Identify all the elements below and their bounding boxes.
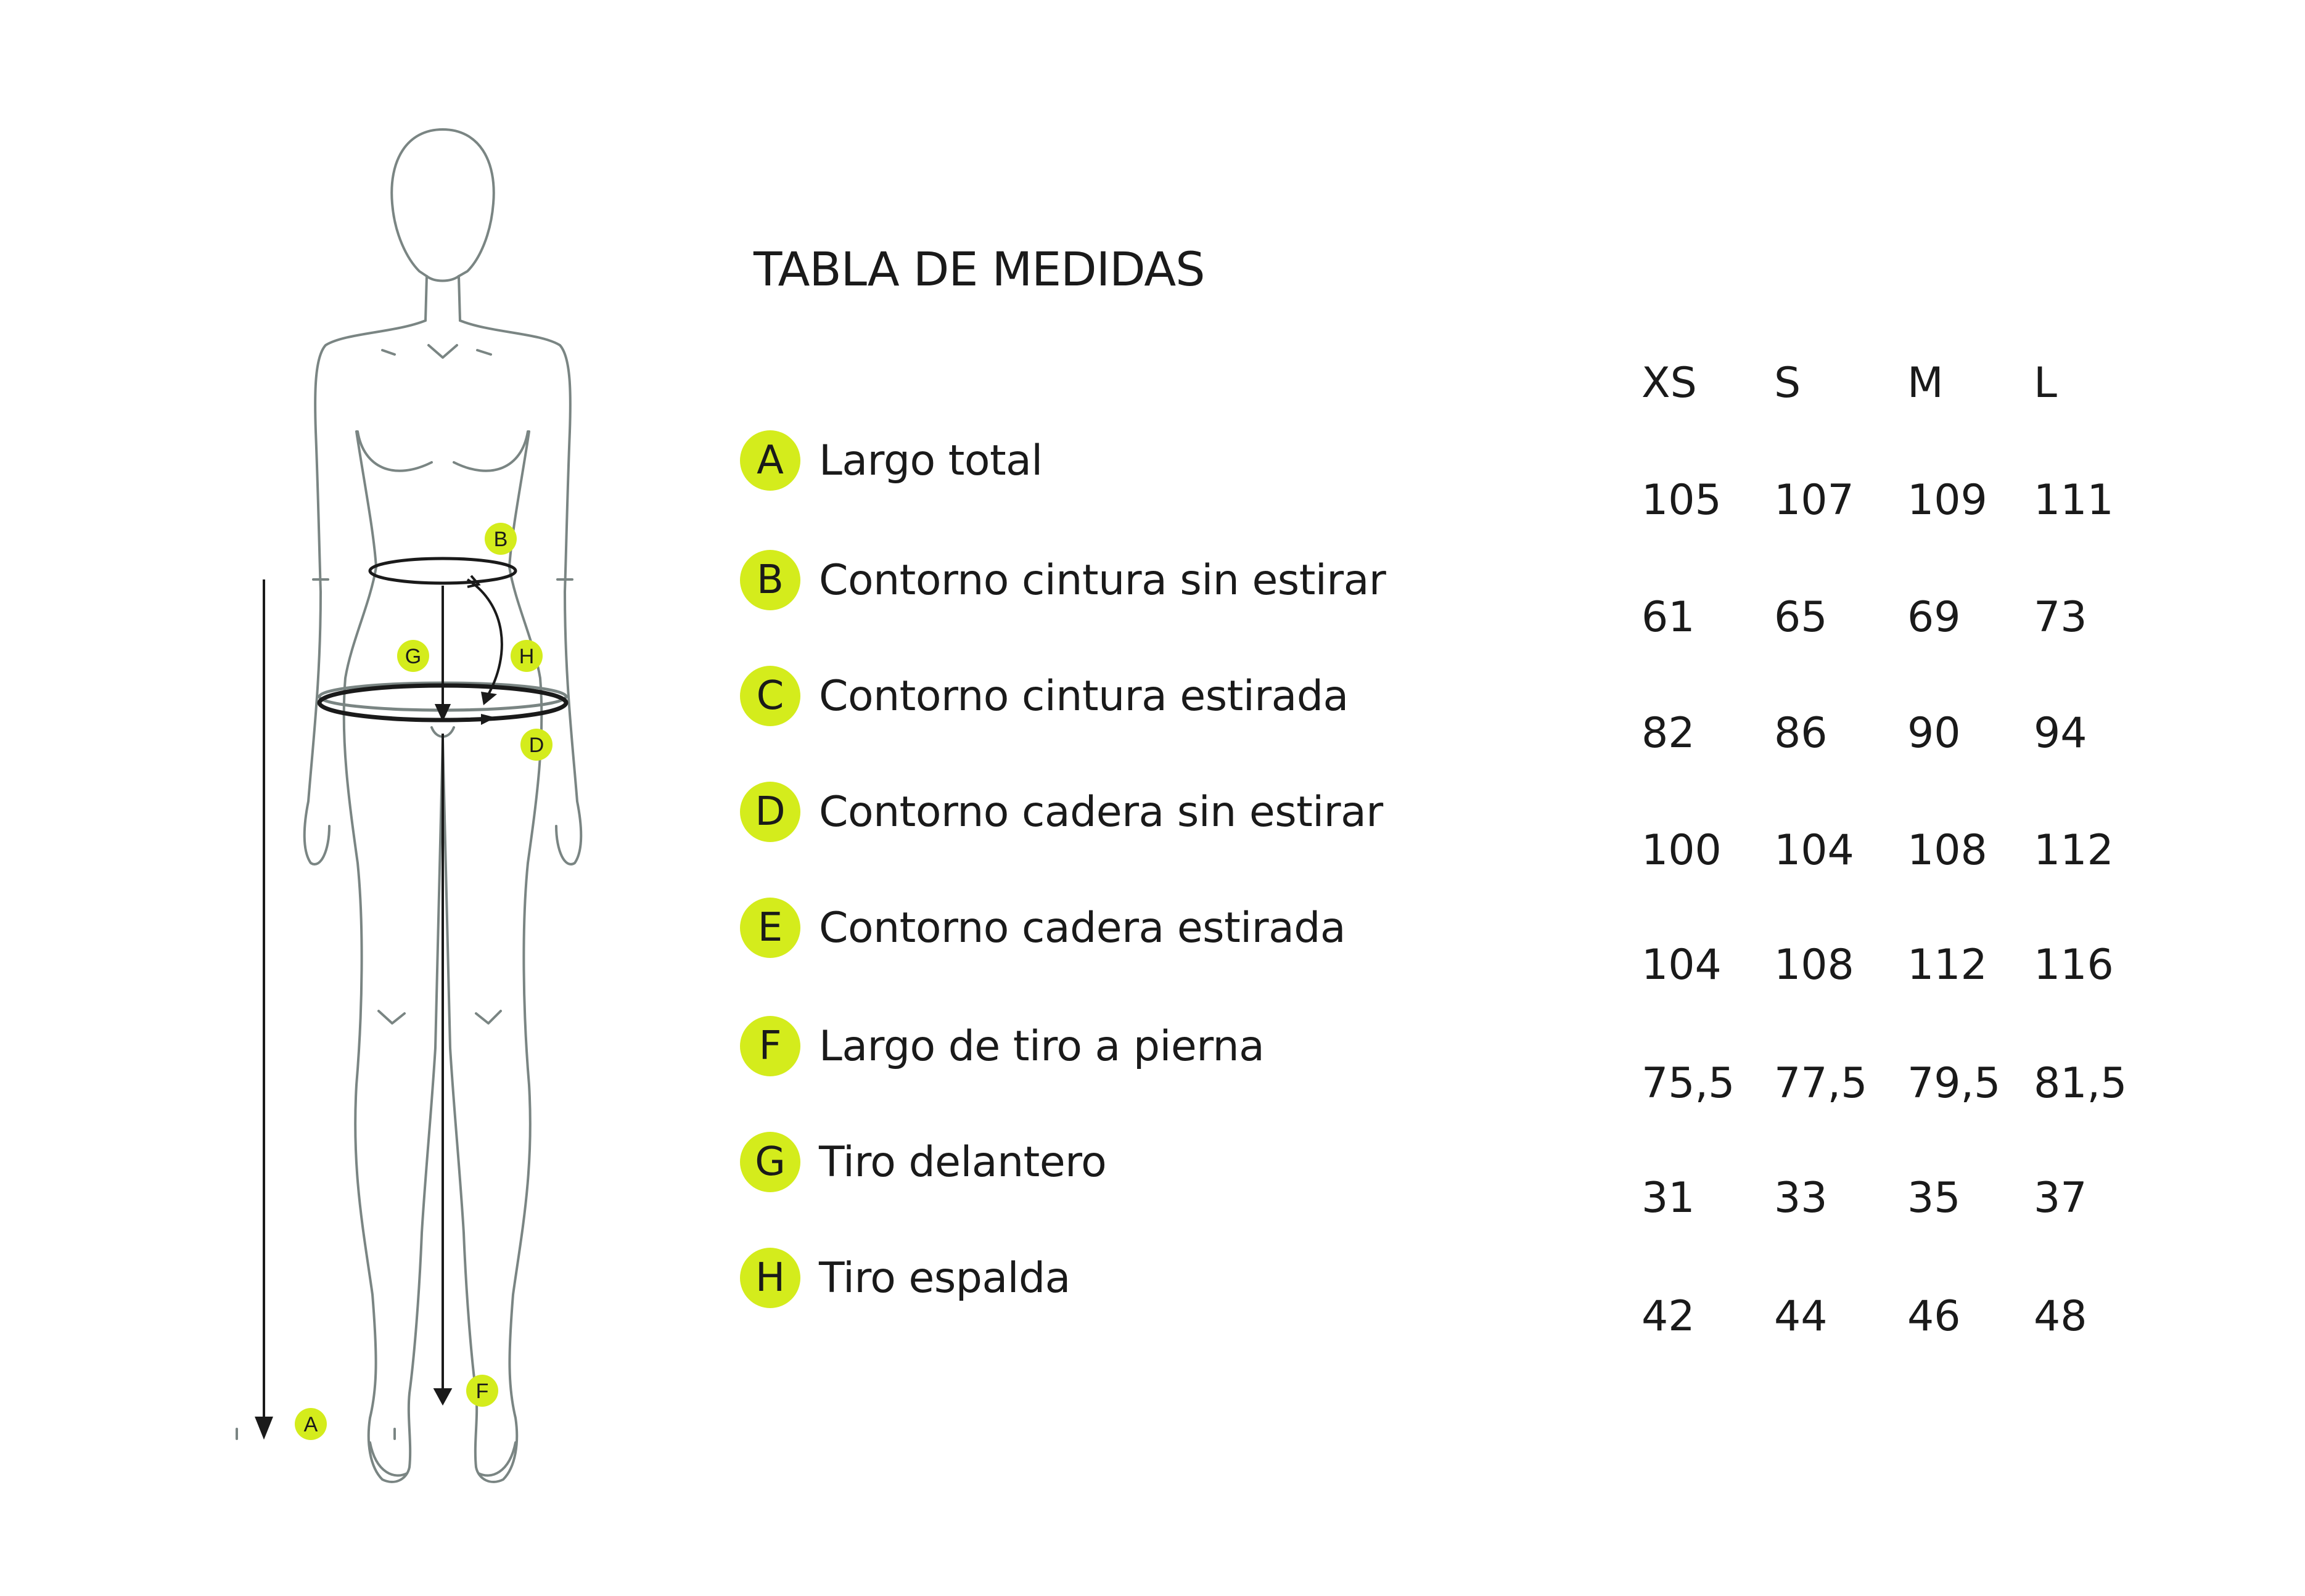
legend-row-f	[740, 1012, 1264, 1080]
value-cell: 108	[1774, 941, 1854, 989]
label-c: Contorno cintura estirada	[819, 671, 1349, 721]
chest-right	[454, 432, 528, 471]
value-cell: 33	[1774, 1174, 1828, 1222]
value-cell: 104	[1774, 826, 1854, 875]
badge-d: D	[740, 782, 800, 842]
label-e: Contorno cadera estirada	[819, 903, 1346, 952]
value-cell: 90	[1907, 709, 1961, 758]
label-d: Contorno cadera sin estirar	[819, 787, 1383, 837]
value-cell: 100	[1641, 826, 1722, 875]
neck-outline	[425, 276, 460, 321]
value-cell: 31	[1641, 1174, 1695, 1222]
size-header-xs: XS	[1641, 359, 1697, 407]
value-cell: 82	[1641, 709, 1695, 758]
badge-c: C	[740, 666, 800, 726]
value-cell: 44	[1774, 1292, 1828, 1341]
label-f: Largo de tiro a pierna	[819, 1021, 1265, 1071]
value-cell: 75,5	[1641, 1059, 1735, 1108]
collar-right	[477, 350, 491, 354]
value-cell: 48	[2034, 1292, 2087, 1341]
torso-left	[344, 432, 443, 1482]
badge-b: B	[740, 550, 800, 610]
value-cell: 73	[2034, 593, 2087, 642]
label-b: Contorno cintura sin estirar	[819, 555, 1386, 605]
legend-row-a	[740, 427, 1043, 494]
value-cell: 42	[1641, 1292, 1695, 1341]
legend-row-h	[740, 1244, 1070, 1312]
value-cell: 108	[1907, 826, 1987, 875]
size-header-s: S	[1774, 359, 1801, 407]
label-h: Tiro espalda	[819, 1253, 1070, 1303]
marker-d: D	[528, 734, 544, 757]
value-cell: 86	[1774, 709, 1828, 758]
value-cell: 69	[1907, 593, 1961, 642]
value-cell: 116	[2034, 941, 2114, 989]
arrow-h	[467, 579, 502, 697]
knee-left	[379, 1011, 405, 1023]
size-header-m: M	[1907, 359, 1944, 407]
value-cell: 65	[1774, 593, 1828, 642]
value-cell: 112	[1907, 941, 1987, 989]
value-cell: 109	[1907, 476, 1987, 525]
legend-row-e	[740, 894, 1346, 962]
head-outline	[392, 129, 494, 281]
marker-f: F	[475, 1380, 489, 1403]
badge-f: F	[740, 1016, 800, 1076]
chest-left	[358, 432, 432, 471]
marker-h: H	[519, 645, 535, 668]
value-cell: 81,5	[2034, 1059, 2127, 1108]
value-cell: 107	[1774, 476, 1854, 525]
value-cell: 61	[1641, 593, 1695, 642]
value-cell: 35	[1907, 1174, 1961, 1222]
badge-g: G	[740, 1132, 800, 1192]
value-cell: 112	[2034, 826, 2114, 875]
badge-h: H	[740, 1248, 800, 1308]
knee-right	[476, 1011, 501, 1023]
legend-row-d	[740, 778, 1383, 846]
collar-left	[382, 350, 395, 354]
mannequin-figure	[0, 0, 678, 1596]
value-cell: 94	[2034, 709, 2087, 758]
marker-a: A	[303, 1413, 318, 1436]
value-cell: 77,5	[1774, 1059, 1868, 1108]
badge-a: A	[740, 430, 800, 491]
value-cell: 111	[2034, 476, 2114, 525]
legend-row-g	[740, 1128, 1106, 1196]
legend-row-c	[740, 662, 1349, 730]
label-a: Largo total	[819, 436, 1043, 485]
value-cell: 79,5	[1907, 1059, 2001, 1108]
legend-row-b	[740, 546, 1386, 614]
body-right-outline	[460, 321, 581, 864]
label-g: Tiro delantero	[819, 1137, 1107, 1187]
value-cell: 105	[1641, 476, 1722, 525]
page-title: TABLA DE MEDIDAS	[754, 242, 1205, 297]
collar-v	[429, 345, 457, 358]
size-header-l: L	[2034, 359, 2057, 407]
marker-g: G	[405, 645, 422, 668]
torso-right	[443, 432, 541, 1482]
waist-ellipse	[370, 559, 516, 583]
badge-e: E	[740, 898, 800, 958]
value-cell: 37	[2034, 1174, 2087, 1222]
marker-b: B	[493, 528, 508, 551]
value-cell: 46	[1907, 1292, 1961, 1341]
body-left-outline	[305, 321, 425, 864]
value-cell: 104	[1641, 941, 1722, 989]
